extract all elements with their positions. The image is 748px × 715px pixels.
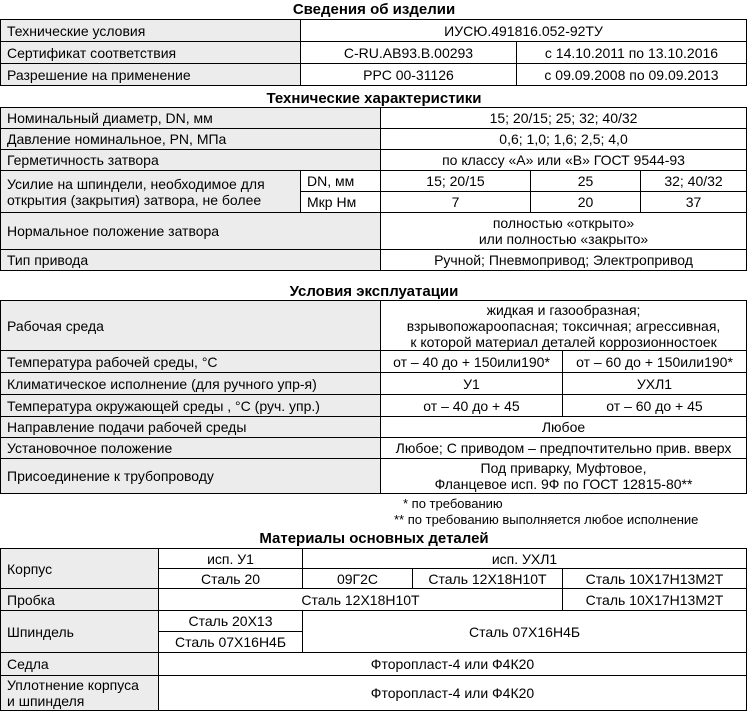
temp-medium-uhl1: от – 60 до + 150или190* [563,351,747,373]
tu-label: Технические условия [1,20,301,42]
section-title-operation: Условия эксплуатации [289,283,459,300]
seal-label [1,676,159,711]
temp-env-uhl1: от – 60 до + 45 [563,395,747,417]
connect-value [381,459,747,494]
permit-period: с 09.09.2008 по 09.09.2013 [517,64,747,86]
temp-env-label: Температура окружающей среды , °С (руч. упр.) [1,395,381,417]
seal-label-line-1: Уплотнение корпуса [7,677,139,693]
temp-env-u1: от – 40 до + 45 [381,395,563,417]
tu-value: ИУСЮ.491816.052-92ТУ [301,20,747,42]
flow-label: Направление подачи рабочей среды [1,417,381,438]
table-row [1,129,747,150]
section-title-tech: Технические характеристики [266,90,482,107]
body-label: Корпус [1,549,159,589]
tech-table [0,107,747,271]
connect-label: Присоединение к трубопроводу [1,459,381,494]
table-row [1,42,747,64]
table-row [1,64,747,86]
permit-number: РРС 00-31126 [301,64,517,86]
table-row [1,611,747,632]
force-nm-label: Мкр Нм [301,192,381,213]
connect-line-2: Фланцевое исп. 9Ф по ГОСТ 12815-80** [434,476,693,492]
spindle-a: Сталь 20Х13 [159,611,303,632]
body-uhl1-c: Сталь 10Х17Н13М2Т [563,569,747,589]
drive-label: Тип привода [1,250,381,271]
plug-a: Сталь 12Х18Н10Т [159,589,563,611]
cert-number: C-RU.АВ93.В.00293 [301,42,517,64]
install-label: Установочное положение [1,438,381,459]
table-row [1,653,747,676]
spindle-c: Сталь 07Х16Н4Б [303,611,747,653]
section-title-materials: Материалы основных деталей [259,530,489,547]
operation-table [0,300,747,494]
isp-uhl1-header: исп. УХЛ1 [303,549,747,569]
temp-medium-label: Температура рабочей среды, °С [1,351,381,373]
tightness-value: по классу «А» или «В» ГОСТ 9544-93 [381,150,747,171]
body-uhl1-a: 09Г2С [303,569,413,589]
table-row [1,549,747,569]
drive-value: Ручной; Пневмопривод; Электропривод [381,250,747,271]
section-title-product-info: Сведения об изделии [292,1,456,18]
body-u1: Сталь 20 [159,569,303,589]
force-nm-value: 37 [641,192,747,213]
normal-position-value [381,213,747,250]
force-label [1,171,301,213]
medium-line-3: к которой материал деталей коррозионностоек [410,333,717,350]
footnote-1: * по требованию [403,496,503,511]
medium-value [381,301,747,351]
body-uhl1-b: Сталь 12Х18Н10Т [413,569,563,589]
table-row [1,20,747,42]
table-row [1,351,747,373]
seal-label-line-2: и шпинделя [7,693,85,709]
plug-label: Пробка [1,589,159,611]
install-value: Любое; С приводом – предпочтительно прив. вверх [381,438,747,459]
flow-value: Любое [381,417,747,438]
footnote-2: ** по требованию выполняется любое исполнение [394,512,699,527]
medium-line-1: жидкая и газообразная; [486,301,641,318]
table-row [1,150,747,171]
table-row [1,108,747,129]
cert-label: Сертификат соответствия [1,42,301,64]
force-dn-value: 15; 20/15 [381,171,531,192]
spindle-b: Сталь 07Х16Н4Б [159,632,303,653]
pn-value: 0,6; 1,0; 1,6; 2,5; 4,0 [381,129,747,150]
seal-value: Фторопласт-4 или Ф4К20 [159,676,747,711]
medium-line-2: взрывопожароопасная; токсичная; агрессивная, [406,317,721,334]
table-row [1,438,747,459]
connect-line-1: Под приварку, Муфтовое, [480,460,647,476]
force-label-line-2: открытия (закрытия) затвора, не более [7,191,262,208]
pn-label: Давление номинальное, PN, МПа [1,129,381,150]
table-row [1,301,747,351]
plug-b: Сталь 10Х17Н13М2Т [563,589,747,611]
permit-label: Разрешение на применение [1,64,301,86]
materials-table [0,548,747,711]
product-info-table [0,19,747,86]
cert-period: с 14.10.2011 по 13.10.2016 [517,42,747,64]
dn-value: 15; 20/15; 25; 32; 40/32 [381,108,747,129]
seat-value: Фторопласт-4 или Ф4К20 [159,653,747,676]
force-nm-value: 20 [531,192,641,213]
table-row [1,459,747,494]
table-row [1,213,747,250]
normal-position-line-1: полностью «открыто» [492,215,635,231]
normal-position-label: Нормальное положение затвора [1,213,381,250]
table-row [1,417,747,438]
dn-label: Номинальный диаметр, DN, мм [1,108,381,129]
force-dn-value: 25 [531,171,641,192]
force-dn-label: DN, мм [301,171,381,192]
climate-uhl1: УХЛ1 [563,373,747,395]
table-row [1,171,747,192]
tightness-label: Герметичность затвора [1,150,381,171]
seat-label: Седла [1,653,159,676]
table-row [1,395,747,417]
force-label-line-1: Усилие на шпиндели, необходимое для [7,175,265,192]
table-row [1,250,747,271]
climate-u1: У1 [381,373,563,395]
normal-position-line-2: или полностью «закрыто» [478,231,649,247]
isp-u1-header: исп. У1 [159,549,303,569]
climate-label: Климатическое исполнение (для ручного упр-я) [1,373,381,395]
force-nm-value: 7 [381,192,531,213]
force-dn-value: 32; 40/32 [641,171,747,192]
table-row [1,373,747,395]
table-row [1,676,747,711]
spindle-label: Шпиндель [1,611,159,653]
table-row [1,589,747,611]
medium-label: Рабочая среда [1,301,381,351]
temp-medium-u1: от – 40 до + 150или190* [381,351,563,373]
